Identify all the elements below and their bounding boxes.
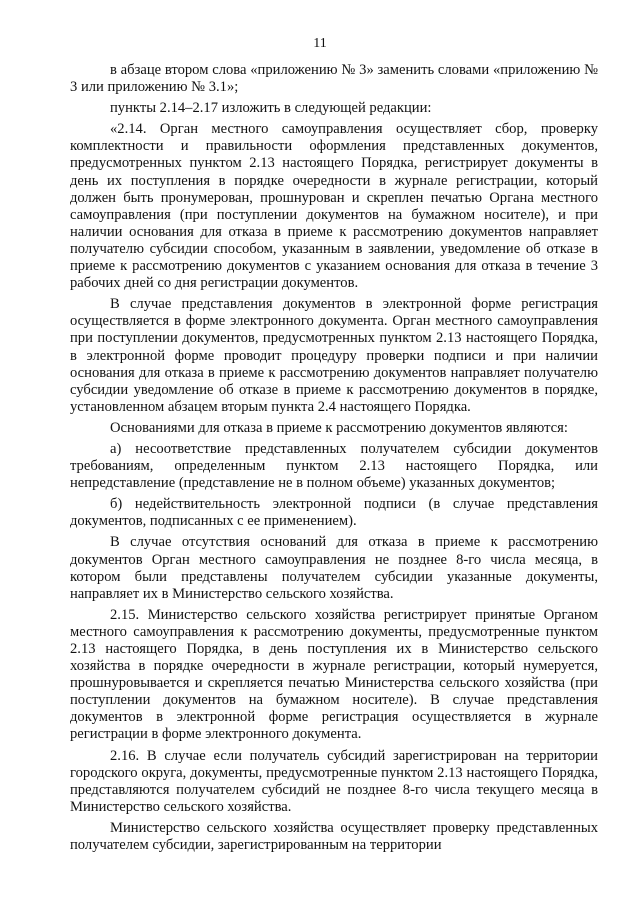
paragraph-amendment-abzac: в абзаце втором слова «приложению № 3» заменить словами «приложению № 3 или приложению № 3.1»; (70, 62, 598, 96)
document-body (70, 62, 598, 858)
paragraph-refusal-grounds-intro: Основаниями для отказа в приеме к рассмотрению документов являются: (110, 419, 568, 436)
paragraph-points-intro: пункты 2.14–2.17 изложить в следующей редакции: (110, 100, 432, 117)
paragraph-2-16: 2.16. В случае если получатель субсидий зарегистрирован на территории городского округа, документы, предусмотренные пунктом 2.13 настоящего Порядка, представляются получателем субсидий не позднее 8-го числа текущего месяца в Министерство сельского хозяйства. (70, 747, 598, 815)
paragraph-refusal-ground-b: б) недействительность электронной подписи (в случае представления документов, подписанных с ее применением). (70, 496, 598, 530)
paragraph-refusal-ground-a: а) несоответствие представленных получателем субсидии документов требованиям, определенным пунктом 2.13 настоящего Порядка, или непредставление (представление не в полном объеме) указанных документов; (70, 440, 598, 492)
paragraph-2-14: «2.14. Орган местного самоуправления осуществляет сбор, проверку комплектности и правильности оформления представленных документов, предусмотренных пунктом 2.13 настоящего Порядка, регистрирует документы в день их поступления в порядке очередности в журнале регистрации, который должен быть пронумерован, прошнурован и скреплен печатью Органа местного самоуправления (при поступлении документов на бумажном носителе), и при наличии основания для отказа в приеме к рассмотрению документов направляет получателю субсидии способом, указанным в заявлении, уведомление об отказе в приеме к рассмотрению документов с указанием основания для отказа в течение 3 рабочих дней со дня регистрации документов. (70, 121, 598, 292)
paragraph-electronic-registration: В случае представления документов в электронной форме регистрация осуществляется в форме электронного документа. Орган местного самоуправления при поступлении документов, предусмотренных пунктом 2.13 настоящего Порядка, в электронной форме проводит процедуру проверки подписи и при наличии основания для отказа в приеме к рассмотрению документов направляет получателю субсидии уведомление об отказе в приеме к рассмотрению документов в порядке, установленном абзацем вторым пункта 2.4 настоящего Порядка. (70, 296, 598, 415)
paragraph-2-15: 2.15. Министерство сельского хозяйства регистрирует принятые Органом местного самоуправления к рассмотрению документы, предусмотренные пунктом 2.13 настоящего Порядка, в день поступления их в Министерство сельского хозяйства в порядке очередности в журнале регистрации, который нумеруется, прошнуровывается и скрепляется печатью Министерства сельского хозяйства (при поступлении документов на бумажном носителе). В случае представления документов в электронной форме регистрация осуществляется в журнале регистрации в форме электронного документа. (70, 606, 598, 743)
paragraph-no-refusal: В случае отсутствия оснований для отказа в приеме к рассмотрению документов Орган местного самоуправления не позднее 8-го числа месяца, в котором были представлены получателем субсидии указанные документы, направляет их в Министерство сельского хозяйства. (70, 534, 598, 602)
page-number: 11 (313, 36, 327, 51)
paragraph-ministry-check: Министерство сельского хозяйства осуществляет проверку представленных получателем субсидии, зарегистрированным на территории (70, 819, 598, 854)
